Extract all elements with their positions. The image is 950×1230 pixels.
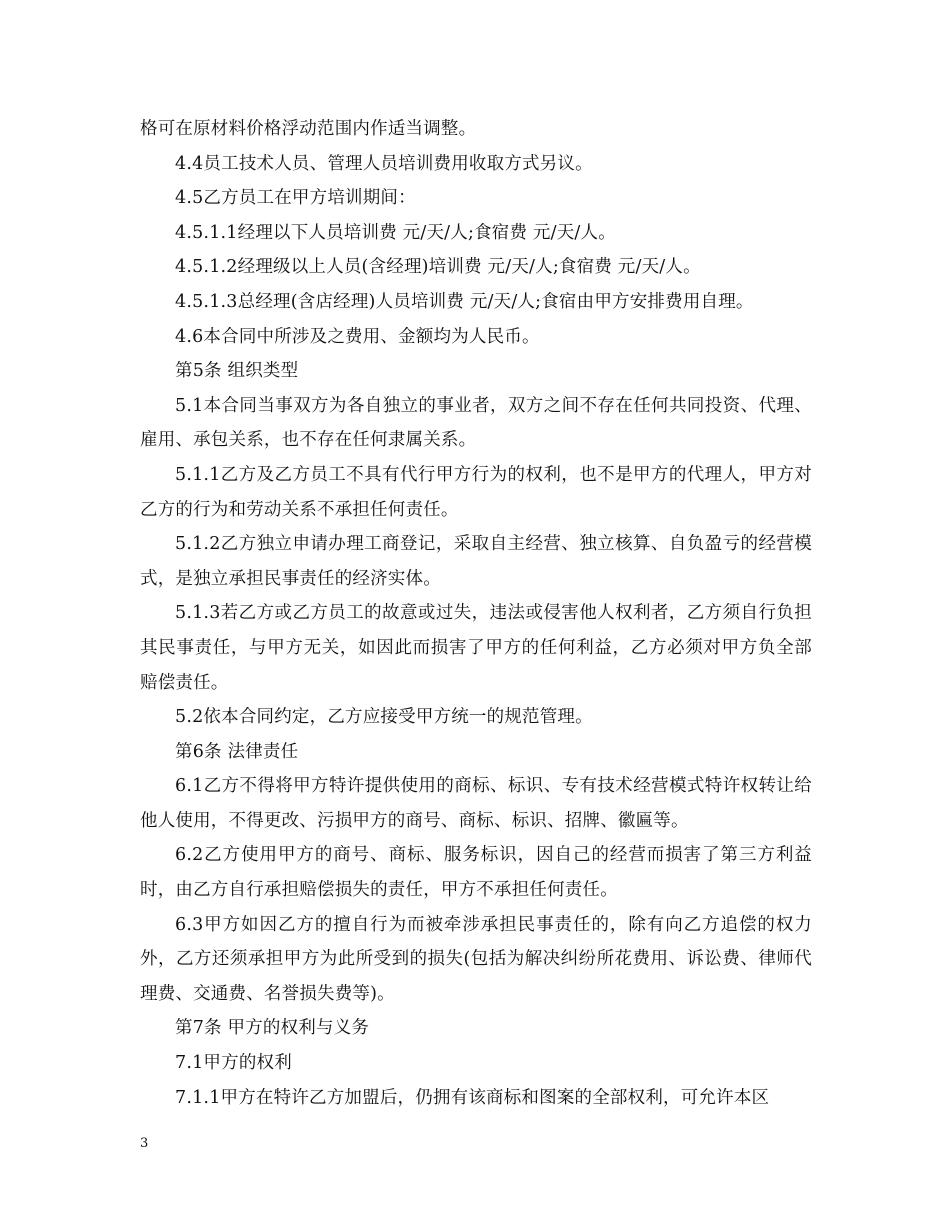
paragraph: 7.1.1甲方在特许乙方加盟后，仍拥有该商标和图案的全部权利，可允许本区	[175, 1087, 770, 1108]
paragraph: 4.6本合同中所涉及之费用、金额均为人民币。	[175, 326, 540, 347]
paragraph: 4.5.1.3总经理(含店经理)人员培训费 元/天/人;食宿由甲方安排费用自理。	[175, 291, 754, 312]
paragraph: 6.3甲方如因乙方的擅自行为而被牵涉承担民事责任的，除有向乙方追偿的权力外，乙方还须承担甲方为此所受到的损失(包括为解决纠纷所花费用、诉讼费、律师代理费、交通费、名誉损失费等)。	[140, 914, 812, 1004]
paragraph: 6.1乙方不得将甲方特许提供使用的商标、标识、专有技术经营模式特许权转让给他人使用，不得更改、污损甲方的商号、商标、标识、招牌、徽匾等。	[140, 776, 812, 831]
paragraph: 5.1本合同当事双方为各自独立的事业者，双方之间不存在任何共同投资、代理、雇用、承包关系，也不存在任何隶属关系。	[140, 395, 812, 451]
paragraph: 第6条 法律责任	[175, 741, 299, 762]
paragraph: 第5条 组织类型	[175, 361, 299, 382]
paragraph: 4.4员工技术人员、管理人员培训费用收取方式另议。	[175, 153, 593, 174]
paragraph: 7.1甲方的权利	[175, 1053, 292, 1074]
paragraph: 4.5.1.2经理级以上人员(含经理)培训费 元/天/人;食宿费 元/天/人。	[175, 257, 701, 278]
page-number: 3	[140, 1136, 149, 1151]
paragraph: 第7条 甲方的权利与义务	[175, 1018, 370, 1039]
paragraph: 5.1.1乙方及乙方员工不具有代行甲方行为的权利，也不是甲方的代理人，甲方对乙方的行为和劳动关系不承担任何责任。	[140, 464, 812, 520]
paragraph: 4.5乙方员工在甲方培训期间：	[175, 188, 416, 209]
paragraph: 5.2依本合同约定，乙方应接受甲方统一的规范管理。	[175, 707, 593, 728]
paragraph: 5.1.3若乙方或乙方员工的故意或过失，违法或侵害他人权利者，乙方须自行负担其民事责任，与甲方无关，如因此而损害了甲方的任何利益，乙方必须对甲方负全部赔偿责任。	[140, 603, 812, 693]
paragraph: 6.2乙方使用甲方的商号、商标、服务标识，因自己的经营而损害了第三方利益时，由乙方自行承担赔偿损失的责任，甲方不承担任何责任。	[140, 845, 812, 901]
paragraph: 格可在原材料价格浮动范围内作适当调整。	[140, 119, 477, 139]
document-body	[140, 112, 812, 1115]
paragraph: 5.1.2乙方独立申请办理工商登记，采取自主经营、独立核算、自负盈亏的经营模式，是独立承担民事责任的经济实体。	[140, 534, 812, 589]
paragraph: 4.5.1.1经理以下人员培训费 元/天/人;食宿费 元/天/人。	[175, 222, 616, 243]
